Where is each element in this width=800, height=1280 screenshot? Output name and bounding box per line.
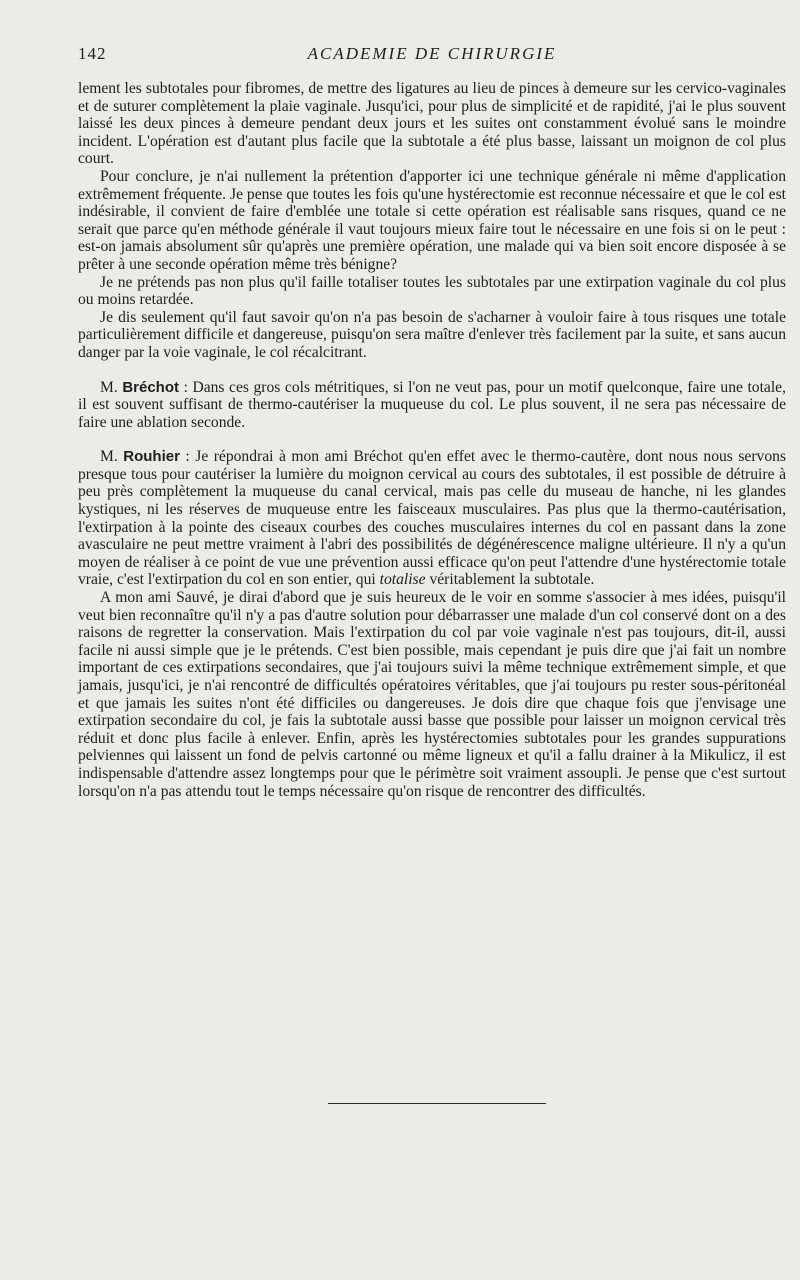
speaker-prefix: M.	[100, 378, 123, 396]
speaker-name: Rouhier	[123, 448, 180, 466]
speech-text: : Je répondrai à mon ami Bréchot qu'en effet avec le thermo-cautère, dont nous nous servons presque tous pour cautériser la lumière du moignon cervical au cours des subtotales, il est possible de détruire à peu près complètement la muqueuse du canal cervical, mais pas celle du museau de hanche, ni les glandes kystiques, ni les réserves de muqueuse entre les faisceaux musculaires. Pas plus que la thermo-cautérisation, l'extirpation à la pointe des ciseaux courbes des couches musculaires internes du col en passant dans la zone avasculaire ne peut mettre vraiment à l'abri des possibilités de dégénérescence maligne ultérieure. Il n'y a qu'un moyen de réaliser à ce point de vue une prévention aussi efficace qu'on peut l'attendre d'une hystérectomie totale vraie, c'est l'extirpation du col en son entier, qui	[78, 448, 786, 589]
speaker-prefix: M.	[100, 448, 124, 466]
speech-text-end: véritablement la subtotale.	[425, 571, 595, 589]
section-divider	[328, 1103, 546, 1104]
emphasized-word: totalise	[379, 571, 426, 589]
paragraph-col-recalcitrant: Je dis seulement qu'il faut savoir qu'on n'a pas besoin de s'acharner à vouloir faire à tous risques une totale particulièrement difficile et dangereuse, puisqu'on sera maître d'enlever très facilement par la suite, et sans aucun danger par la voie vaginale, le col récalcitrant.	[78, 308, 786, 361]
paragraph-conclusion: Pour conclure, je n'ai nullement la prétention d'apporter ici une technique générale ni même d'application extrêmement fréquente. Je pense que toutes les fois qu'une hystérectomie est reconnue nécessaire et que le col est indésirable, il convient de faire d'emblée une totale si cette opération est réalisable sans risques, quand ce ne serait que parce qu'en méthode générale il vaut toujours mieux faire tout le nécessaire en une fois si on le peut : est-on jamais absolument sûr qu'après une première opération, une malade qui va bien soit encore disposée à se prêter à une seconde opération même très bénigne?	[78, 167, 786, 273]
speech-text: : Dans ces gros cols métritiques, si l'on ne veut pas, pour un motif quelconque, faire une totale, il est souvent suffisant de thermo-cautériser la muqueuse du col. Le plus souvent, il ne sera pas nécessaire de faire une ablation seconde.	[78, 378, 786, 431]
speech-brechot	[78, 379, 786, 432]
speaker-name: Bréchot	[122, 378, 180, 396]
paragraph-totaliser: Je ne prétends pas non plus qu'il faille totaliser toutes les subtotales par une extirpation vaginale du col plus ou moins retardée.	[78, 273, 786, 309]
paragraph-reply-sauve: A mon ami Sauvé, je dirai d'abord que je suis heureux de le voir en somme s'associer à mes idées, puisqu'il veut bien reconnaître qu'il n'y a pas d'autre solution pour débarrasser une malade d'un col conservé dont on a des raisons de regretter la conservation. Mais l'extirpation du col par voie vaginale n'est pas toujours, dit-il, aussi facile ni aussi simple que je le prétends. C'est bien possible, mais cependant je puis dire que j'ai fait un nombre important de ces extirpations secondaires, que j'ai toujours suivi la même technique extrêmement simple, et que jamais, jusqu'ici, je n'ai rencontré de difficultés opératoires véritables, que j'ai toujours pu rester sous-péritonéal et que jamais les suites n'ont été difficiles ou dangereuses. Je dois dire que chaque fois que j'envisage une extirpation secondaire du col, je fais la subtotale aussi basse que possible pour laisser un moignon cervical très réduit et donc plus facile à enlever. Enfin, après les hystérectomies subtotales pour les grandes suppurations pelviennes qui laissent un fond de pelvis cartonné ou même ligneux et qu'il a fallu drainer à la Mikulicz, il est indispensable d'attendre assez longtemps pour que le périmètre soit vraiment assoupli. Je pense que c'est surtout lorsqu'on n'a pas attendu tout le temps nécessaire qu'on risque de rencontrer des difficultés.	[78, 589, 786, 800]
body-text	[78, 80, 786, 800]
page-header	[78, 44, 786, 68]
page-number: 142	[78, 44, 107, 63]
running-title: ACADEMIE DE CHIRURGIE	[307, 44, 557, 63]
speech-rouhier	[78, 448, 786, 589]
paragraph-continuation: lement les subtotales pour fibromes, de mettre des ligatures au lieu de pinces à demeure sur les cervico-vaginales et de suturer complètement la plaie vaginale. Jusqu'ici, pour plus de simplicité et de rapidité, j'ai le plus souvent laissé les deux pinces à demeure pendant deux jours et les suites ont constamment évolué sans le moindre incident. L'opération est d'autant plus facile que la subtotale a été plus basse, laissant un moignon de col plus court.	[78, 80, 786, 168]
